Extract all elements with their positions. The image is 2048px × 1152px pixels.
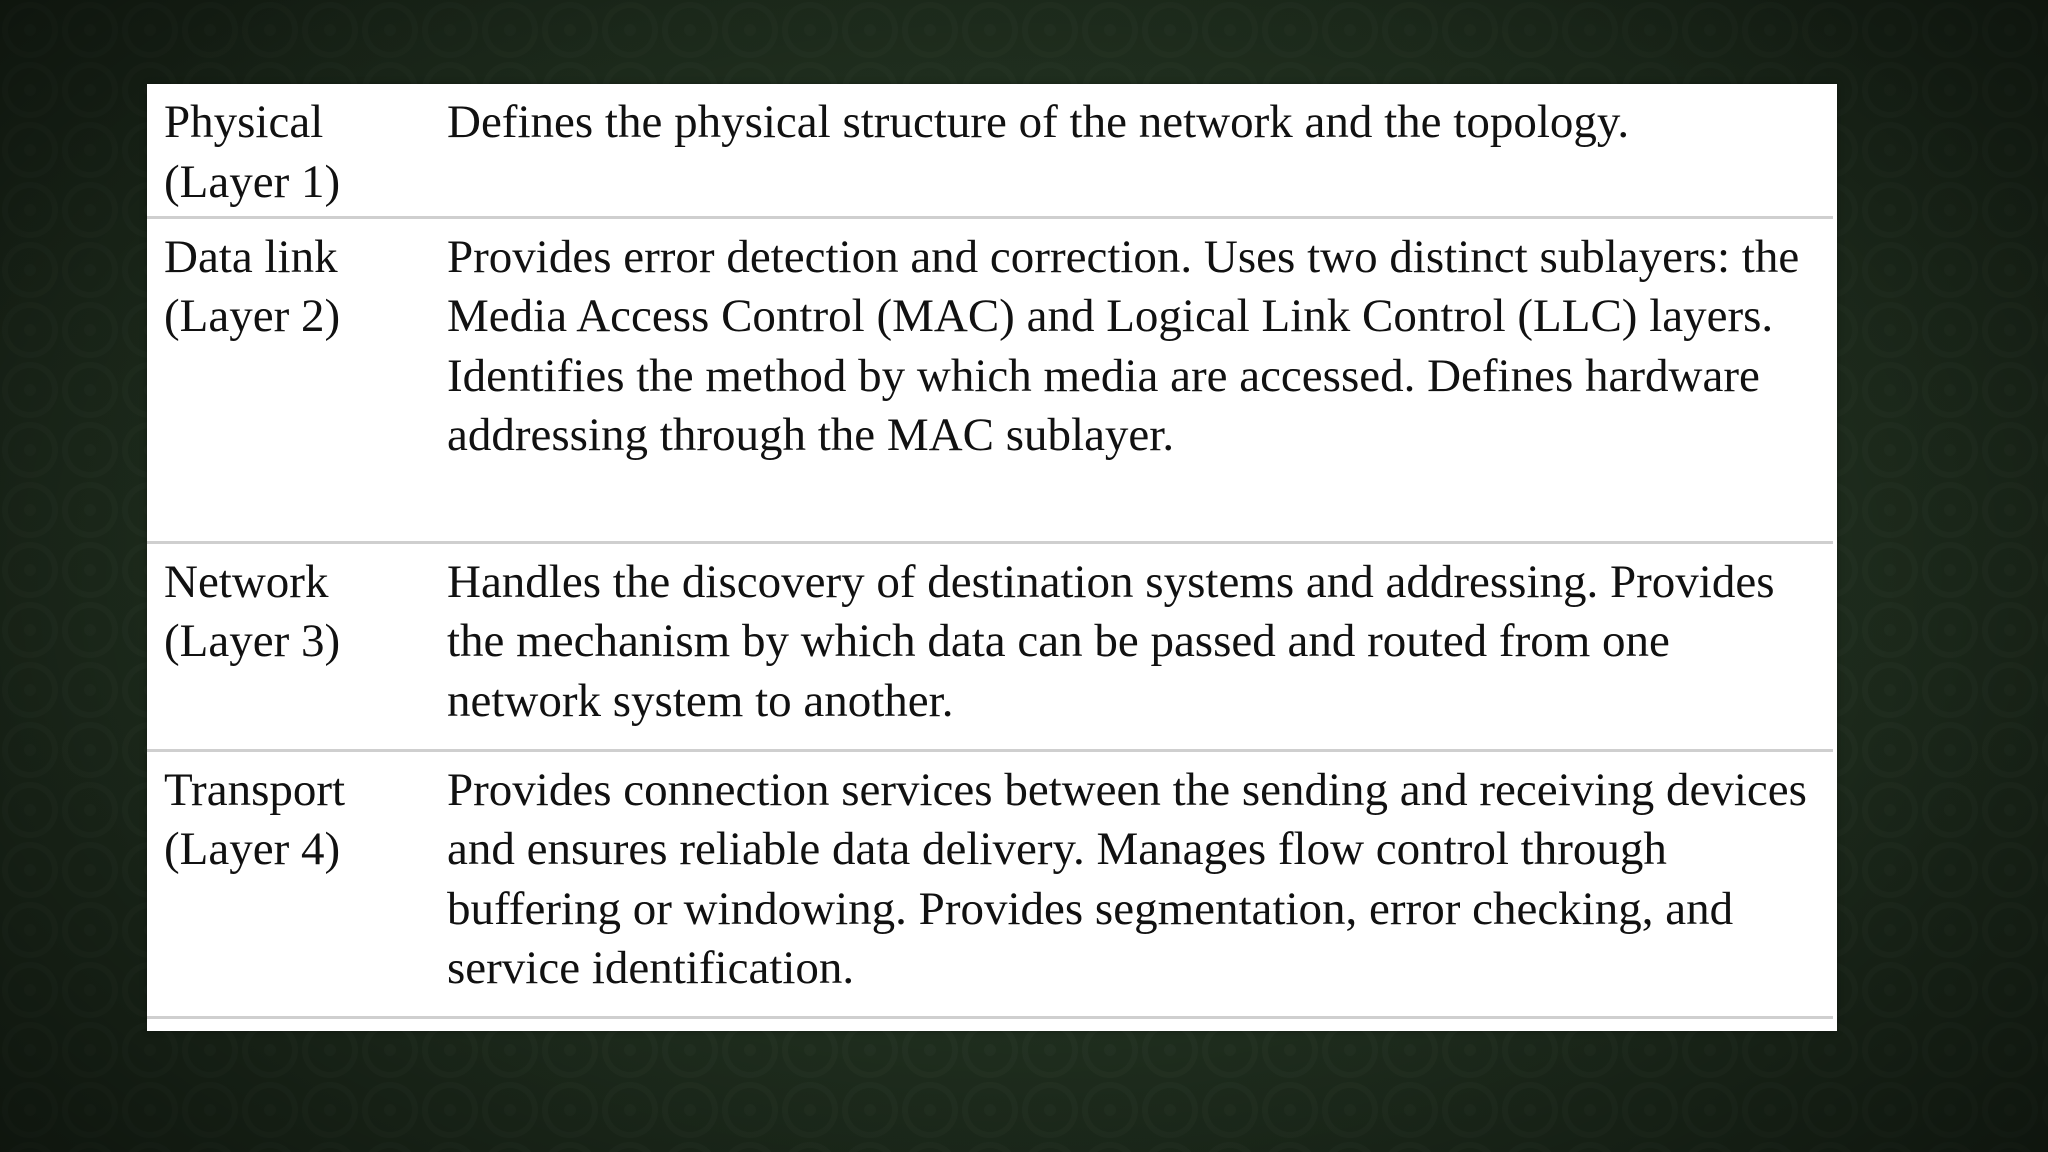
layer-description: Provides error detection and correction. Uses two distinct sublayers: the Media Access Control (MAC) and Logical Link Control (LLC) layers. Identifies the method by which media are accessed. Defines hardware addressing through the MAC sublayer. (447, 230, 1800, 461)
layer-description: Defines the physical structure of the network and the topology. (447, 96, 1630, 148)
layer-name-line2: (Layer 2) (164, 290, 341, 342)
layer-description-cell (447, 542, 1833, 750)
layer-name-line2: (Layer 1) (164, 155, 341, 208)
table-row-layer-3 (147, 542, 1833, 750)
osi-layers-table (147, 84, 1833, 1019)
layer-description-cell (447, 84, 1833, 217)
layer-description-cell (447, 217, 1833, 542)
layer-name-line1: Network (164, 555, 329, 608)
table-row-layer-1 (147, 84, 1833, 217)
layer-name-line2: (Layer 3) (164, 615, 341, 667)
layer-name-line2: (Layer 4) (164, 823, 341, 875)
layer-description: Handles the discovery of destination systems and addressing. Provides the mechanism by which data can be passed and routed from one network system to another. (447, 555, 1775, 727)
layer-name-line1: Physical (164, 96, 324, 148)
layer-name-cell (147, 217, 447, 542)
table-row-layer-4 (147, 750, 1833, 1017)
layer-description: Provides connection services between the sending and receiving devices and ensures reliable data delivery. Manages flow control through buffering or windowing. Provides segmentation, error checking, and service identification. (447, 763, 1807, 994)
table-row-layer-2 (147, 217, 1833, 542)
layer-description-cell (447, 750, 1833, 1017)
osi-layers-table-panel (147, 84, 1837, 1031)
layer-name-cell (147, 542, 447, 750)
layer-name-line1: Transport (164, 763, 346, 816)
layer-name-cell (147, 750, 447, 1017)
layer-name-cell (147, 84, 447, 217)
layer-name-line1: Data link (164, 230, 338, 283)
